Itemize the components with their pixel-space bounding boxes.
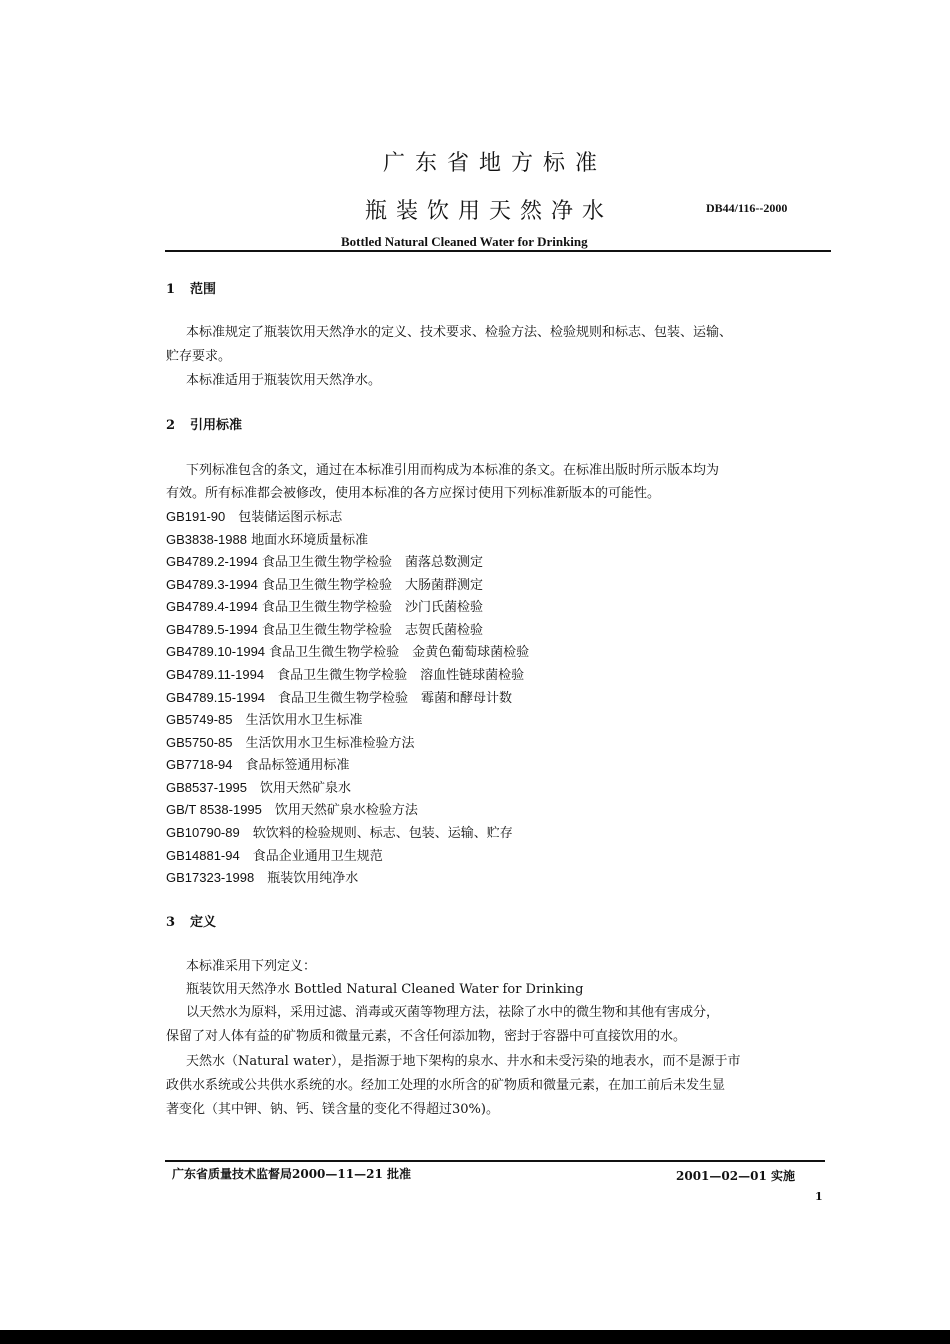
reference-code: GB191-90 — [166, 509, 226, 524]
paragraph-line: 政供水系统或公共供水系统的水。经加工处理的水所含的矿物质和微量元素，在加工前后未发生显 — [166, 1078, 726, 1093]
reference-code: GB4789.5-1994 — [166, 622, 258, 637]
section-title: 定义 — [190, 915, 217, 930]
reference-code: GB5750-85 — [166, 735, 233, 750]
section-number: 2 — [166, 418, 176, 433]
reference-item — [166, 845, 383, 864]
paragraph-line: 本标准规定了瓶装饮用天然净水的定义、技术要求、检验方法、检验规则和标志、包装、运输、 — [186, 325, 733, 340]
approval-note: 广东省质量技术监督局2000—11—21 批准 — [172, 1167, 411, 1181]
reference-item — [166, 664, 524, 683]
reference-code: GB4789.10-1994 — [166, 644, 266, 659]
reference-title: 食品卫生微生物学检验 菌落总数测定 — [261, 555, 483, 570]
scan-edge — [0, 1330, 950, 1344]
reference-item — [166, 777, 351, 796]
reference-title: 饮用天然矿泉水检验方法 — [274, 803, 418, 818]
effective-date: 2001—02—01 实施 — [676, 1169, 795, 1183]
reference-title: 食品卫生微生物学检验 金黄色葡萄球菌检验 — [269, 645, 530, 660]
reference-code: GB3838-1988 — [166, 532, 247, 547]
reference-code: GB14881-94 — [166, 848, 240, 863]
paragraph-line: 天然水（Natural water），是指源于地下架构的泉水、井水和未受污染的地表水，而不是源于市 — [186, 1054, 741, 1069]
paragraph-line: 本标准采用下列定义： — [186, 959, 317, 974]
paragraph-line: 著变化（其中钾、钠、钙、镁含量的变化不得超过30%)。 — [166, 1102, 499, 1117]
reference-title: 包装储运图示标志 — [238, 510, 343, 525]
section-number: 1 — [166, 282, 176, 297]
page-number: 1 — [815, 1190, 823, 1203]
reference-code: GB8537-1995 — [166, 780, 247, 795]
reference-code: GB4789.15-1994 — [166, 690, 266, 705]
reference-item — [166, 506, 342, 525]
reference-item — [166, 687, 512, 706]
reference-item — [166, 596, 483, 615]
paragraph-line: 以天然水为原料，采用过滤、消毒或灭菌等物理方法，祛除了水中的微生物和其他有害成分， — [186, 1005, 720, 1020]
section-title: 引用标准 — [190, 418, 243, 433]
reference-code: GB4789.3-1994 — [166, 577, 258, 592]
section-3-heading — [166, 911, 216, 930]
paragraph-line: 本标准适用于瓶装饮用天然净水。 — [186, 373, 382, 388]
reference-item — [166, 822, 513, 841]
definition-term: 瓶装饮用天然净水 Bottled Natural Cleaned Water for Drinking — [186, 982, 584, 997]
reference-title: 地面水环境质量标准 — [251, 533, 369, 548]
reference-title: 食品企业通用卫生规范 — [252, 849, 383, 864]
reference-item — [166, 641, 529, 660]
reference-item — [166, 529, 368, 548]
reference-title: 生活饮用水卫生标准 — [245, 713, 363, 728]
reference-item — [166, 799, 418, 818]
paragraph-line: 保留了对人体有益的矿物质和微量元素，不含任何添加物，密封于容器中可直接饮用的水。 — [166, 1029, 687, 1044]
reference-title: 食品卫生微生物学检验 沙门氏菌检验 — [261, 600, 483, 615]
reference-title: 饮用天然矿泉水 — [259, 781, 351, 796]
reference-item — [166, 732, 415, 751]
reference-code: GB7718-94 — [166, 757, 233, 772]
reference-title: 食品卫生微生物学检验 霉菌和酵母计数 — [278, 691, 513, 706]
section-1-heading — [166, 278, 216, 297]
reference-item — [166, 867, 358, 886]
reference-title: 食品卫生微生物学检验 大肠菌群测定 — [261, 578, 483, 593]
paragraph-line: 贮存要求。 — [166, 349, 232, 364]
paragraph-line: 下列标准包含的条文，通过在本标准引用而构成为本标准的条文。在标准出版时所示版本均为 — [186, 463, 720, 478]
section-2-heading — [166, 414, 242, 433]
reference-title: 软饮料的检验规则、标志、包装、运输、贮存 — [252, 826, 513, 841]
english-title: Bottled Natural Cleaned Water for Drinking — [341, 234, 588, 249]
reference-code: GB/T 8538-1995 — [166, 802, 262, 817]
reference-title: 食品标签通用标准 — [245, 758, 350, 773]
reference-title: 瓶装饮用纯净水 — [267, 871, 359, 886]
standard-category-title: 广东省地方标准 — [382, 151, 607, 176]
reference-code: GB5749-85 — [166, 712, 233, 727]
header-rule — [165, 250, 831, 252]
reference-code: GB10790-89 — [166, 825, 240, 840]
reference-code: GB17323-1998 — [166, 870, 255, 885]
reference-item — [166, 619, 483, 638]
reference-item — [166, 551, 483, 570]
reference-title: 生活饮用水卫生标准检验方法 — [245, 736, 415, 751]
reference-title: 食品卫生微生物学检验 溶血性链球菌检验 — [277, 668, 525, 683]
section-title: 范围 — [190, 282, 217, 297]
reference-item — [166, 709, 363, 728]
document-title: 瓶装饮用天然净水 — [365, 199, 614, 224]
document-code: DB44/116--2000 — [706, 201, 788, 215]
reference-item — [166, 574, 483, 593]
reference-code: GB4789.11-1994 — [166, 667, 265, 682]
reference-code: GB4789.4-1994 — [166, 599, 258, 614]
footer-rule — [165, 1160, 825, 1162]
reference-title: 食品卫生微生物学检验 志贺氏菌检验 — [261, 623, 483, 638]
section-number: 3 — [166, 915, 176, 930]
reference-code: GB4789.2-1994 — [166, 554, 258, 569]
reference-item — [166, 754, 350, 773]
paragraph-line: 有效。所有标准都会被修改，使用本标准的各方应探讨使用下列标准新版本的可能性。 — [166, 486, 661, 501]
